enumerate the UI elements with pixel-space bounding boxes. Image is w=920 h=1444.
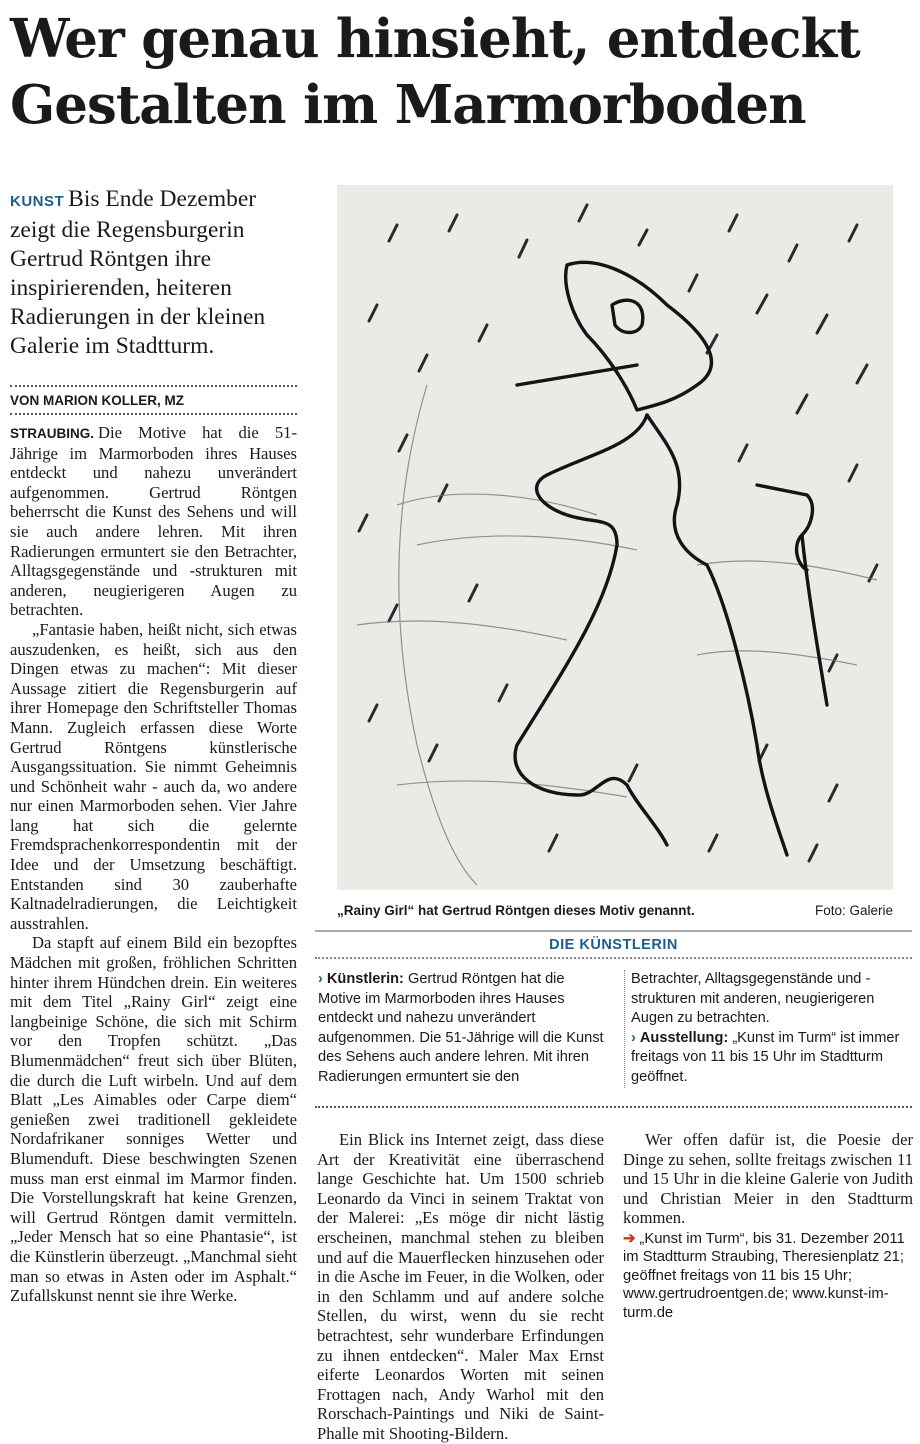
body-paragraph-4: Ein Blick ins Internet zeigt, dass diese Art der Kreativität eine überraschend lange Geschichte hat. Um 1500 schrieb Leonardo da Vinci in seinem Traktat von der Malerei: „Es möge dir nicht lästig erscheinen, manchmal stehen zu bleiben und auf die Mauerflecken hinzusehen oder in die Asche im Feuer, in die Wolken, oder in den Schlamm und auf andere solche Stellen, du wirst, wenn du sie recht betrachtest, sehr wunderbare Erfindungen zu ihnen entdecken“. Maler Max Ernst eiferte Leonardos Worten mit seinen Frottagen nach, Andy Warhol mit den Rorschach-Paintings und Niki de Saint-Phalle mit Shooting-Bildern. [317, 1130, 604, 1443]
headline: Wer genau hinsieht, entdeckt Gestalten im Marmorboden [10, 8, 860, 136]
exhibit-text: „Kunst im Turm“ ist immer freitags von 11 bis 15 Uhr im Stadtturm geöffnet. [631, 1029, 900, 1085]
event-info: ➔ „Kunst im Turm“, bis 31. Dezember 2011 im Stadtturm Straubing, Theresienplatz 21; geöffnet freitags von 11 bis 15 Uhr; www.gertrudroentgen.de; www.kunst-im-turm.de [623, 1230, 905, 1321]
byline: VON MARION KOLLER, MZ [10, 385, 297, 415]
body-paragraph-1: STRAUBING. Die Motive hat die 51-Jährige im Marmorboden ihres Hauses entdeckt und nahezu unverändert aufgenommen. Gertrud Röntgen beherrscht die Kunst des Sehens und will sie auch andere lehren. Mit ihren Radierungen ermuntert sie den Betrachter, Alltagsgegenstände und -strukturen mit anderen, neugierigeren Augen zu betrachten. [10, 423, 297, 620]
lead-text: Bis Ende Dezember zeigt die Regensburgerin Gertrud Röntgen ihre inspirierenden, heiteren Radierungen in der kleinen Galerie im Stadtturm. [10, 186, 266, 359]
info-box-column-1 [318, 970, 604, 1088]
kicker: KUNST [10, 193, 65, 210]
chevron-right-icon: › [318, 971, 323, 987]
dateline: STRAUBING. [10, 426, 94, 441]
artist-text-continued: Betrachter, Alltagsgegenstände und -strukturen mit anderen, neugierigeren Augen zu betrachten. [631, 971, 875, 1027]
photo-caption [337, 903, 893, 923]
info-box-title: DIE KÜNSTLERIN [315, 930, 912, 959]
right-column [623, 1130, 913, 1322]
arrow-right-icon: ➔ [623, 1230, 636, 1247]
section-divider [315, 1106, 912, 1108]
body-paragraph-5: Wer offen dafür ist, die Poesie der Dinge zu sehen, sollte freitags zwischen 11 und 15 Uhr in die kleine Galerie von Judith und Christian Meier in den Stadtturm kommen. [623, 1130, 913, 1228]
middle-column [317, 1130, 604, 1444]
chevron-right-icon: › [631, 1029, 636, 1046]
artist-label: Künstlerin: [326, 971, 404, 987]
info-box-artist [315, 930, 912, 1095]
info-box-column-2 [624, 970, 911, 1088]
left-column [10, 185, 297, 1306]
photo-credit: Foto: Galerie [814, 903, 893, 918]
artwork-photo [337, 185, 893, 890]
exhibit-label: Ausstellung: [639, 1029, 729, 1046]
rainy-girl-etching [337, 185, 893, 890]
body-paragraph-2: „Fantasie haben, heißt nicht, sich etwas auszudenken, es heißt, sich aus den Dingen etwas zu machen“: Mit dieser Aussage zitiert die Regensburgerin auf ihrer Homepage den Schriftsteller Thomas Mann. Zugleich erfassen diese Worte Gertrud Röntgens künstlerische Ausgangssituation. Sie nimmt Geheimnis und Schönheit wahr - auch da, wo andere nur einen Marmorboden sehen. Vier Jahre lang hat sich die gelernte Fremdsprachenkorrespondentin mit der Idee und der Umsetzung beschäftigt. Entstanden sind 30 zauberhafte Kaltnadelradierungen, die Leichtigkeit ausstrahlen. [10, 619, 297, 933]
body-paragraph-3: Da stapft auf einem Bild ein bezopftes Mädchen mit großen, fröhlichen Schritten hinter ihrem Hündchen drein. Ein weiteres mit dem Titel „Rainy Girl“ zeigt eine langbeinige Schöne, die sich mit Schirm vor den Tropfen schützt. „Das Blumenmädchen“ freut sich über Blüten, die durch die Luft wirbeln. Und auf dem Blatt „Les Aimables oder Carpe diem“ genießen zwei traditionell gekleidete Nordafrikaner sonniges Wetter und Blumenduft. Diese beschwingten Szenen muss man erst einmal im Marmor finden. Die Vorstellungskraft hat keine Grenzen, will Gertrud Röntgen damit vermitteln. „Jeder Mensch hat so eine Phantasie“, ist die Künstlerin überzeugt. „Manchmal sieht man so etwas in Asten oder im Asphalt.“ Zufallskunst nennt sie ihre Werke. [10, 933, 297, 1306]
lead-paragraph [10, 185, 297, 361]
caption-text: „Rainy Girl“ hat Gertrud Röntgen dieses Motiv genannt. [337, 903, 695, 918]
artist-text: Gertrud Röntgen hat die Motive im Marmorboden ihres Hauses entdeckt und nahezu unverändert aufgenommen. Die 51-Jährige will die Kunst des Sehens auch andere lehren. Mit ihren Radierungen ermuntert sie den [318, 971, 604, 1085]
